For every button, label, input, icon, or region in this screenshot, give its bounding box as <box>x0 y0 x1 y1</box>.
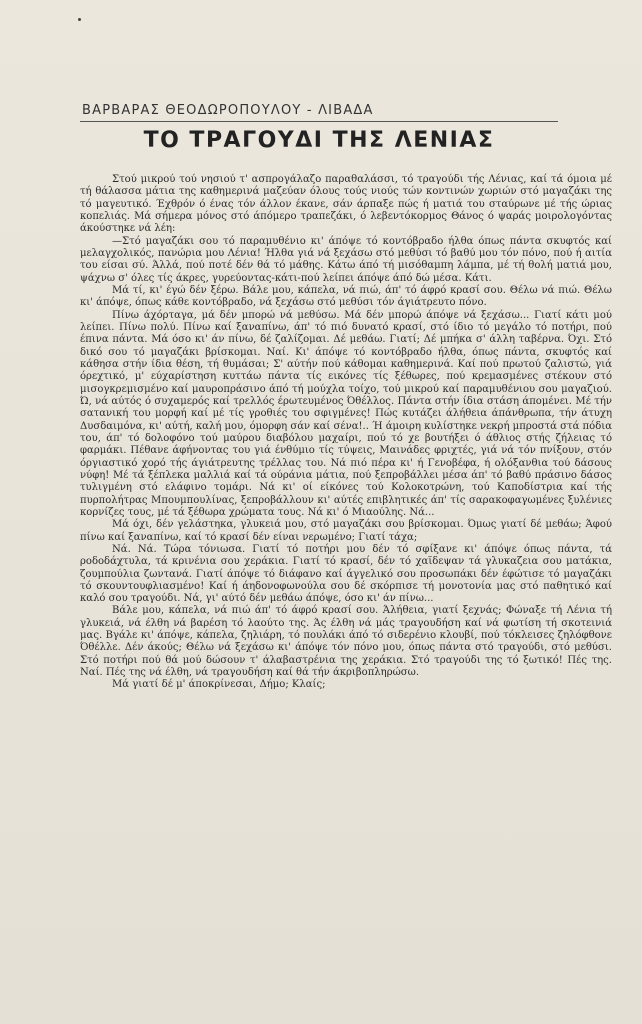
paragraph: Στού μικρού τού νησιού τ' ασπρογάλαζο παραθαλάσσι, τό τραγούδι τής Λένιας, καί τά όμοια μέ τή θάλασσα μάτια της καθημερινά μαζεύαν όλους τούς νιούς τών κοντινών χωριών στό μαγαζάκι της τό μαγευτικό. Έχθρόν ό ένας τόν άλλον έκανε, σάν άρπαξε πώς ή ματιά του σταύρωνε μέ τής ώριας κοπελιάς. Μά σήμερα μόνος στό άπόμερο τραπεζάκι, ό λεβεντόκορμος Θάνος ό ψαράς μοιρολογόντας άκούστηκε νά λέη: <box>80 174 612 235</box>
title-rule <box>80 121 558 122</box>
story-title: ΤΟ ΤΡΑΓΟΥΔΙ ΤΗΣ ΛΕΝΙΑΣ <box>143 128 495 153</box>
ink-speck <box>78 18 81 21</box>
paragraph: Μά όχι, δέν γελάστηκα, γλυκειά μου, στό μαγαζάκι σου βρίσκομαι. Όμως γιατί δέ μεθάω; Άφού πίνω καί ξαναπίνω, καί τό κρασί δέν είναι νερωμένο; Γιατί τάχα; <box>80 519 612 543</box>
paragraph: Πίνω άχόρταγα, μά δέν μπορώ νά μεθύσω. Μά δέν μπορώ άπόψε νά ξεχάσω... Γιατί κάτι μού λείπει. Πίνω πολύ. Πίνω καί ξαναπίνω, άπ' τό πιό δυνατό κρασί, στό ίδιο τό μεγάλο τό ποτήρι, πού έπινα πάντα. Μά όσο κι' άν πίνω, δέ ζαλίζομαι. Δέ μεθάω. Γιατί; Δέ μπήκα σ' άλλη ταβέρνα. Όχι. Στό δικό σου τό μαγαζάκι βρίσκομαι. Ναί. Κι' άπόψε τό κοντόβραδο ήλθα, όπως πάντα, σκυφτός καί κάθησα στήν ίδια θέση, τή θυμάσαι; Σ' αύτήν πού κάθομαι καθημερινά. Καί πού πρωτού ζαλιστώ, γιά όρεχτικό, μ' εύχαρίστηση κυττάω πάντα τίς εικόνες τίς ξέθωρες, πού κρεμασμένες στέκουν στό μισογκρεμισμένο καί μαυροπράσινο άπό τή μούχλα τοίχο, τού μικρού καί παραμυθένιου σου μαγαζιού. Ώ, νά αύτός ό συχαμερός καί τρελλός έρωτευμένος Όθέλλος. Πάντα στήν ίδια στάση άπομένει. Μέ τήν σατανική του μορφή καί μέ τίς γροθιές του σφιγμένες! Πώς κυτάζει άλήθεια άπάνθρωπα, τήν άτυχη Δυσδαιμόνα, κι' αύτή, καλή μου, όμορφη σάν καί σένα!.. Ή άμοιρη κυλίστηκε νεκρή μπροστά στά πόδια του, άπ' τό δολοφόνο τού μαύρου διαβόλου μαχαίρι, πού τό χε βουτήξει ό άθλιος στής ζήλειας τό φαρμάκι. Πέθανε άφήνοντας του γιά ένθύμιο τίς τύψεις, Μαινάδες φριχτές, γιά νά τόν πνίξουν, στόν όργιαστικό χορό τής άγιάτρευτης τρέλλας του. Νά πιό πέρα κι' ή Γενοβέφα, ή ολόξανθια τού δάσους νύφη! Μέ τά ξέπλεκα μαλλιά καί τά ούράνια μάτια, πού ξεπροβάλλει μέσα άπ' τό βαθύ πράσινο δάσος τυλιγμένη στό ελάφινο τομάρι. Νά κι' οί είκόνες τού Κολοκοτρώνη, τού Καποδίστρια καί τής πυρπολήτρας Μπουμπουλίνας, ξεπροβάλλουν κι' αύτές επιβλητικές άπ' τίς σαρακοφαγωμένες ξυλένιες κορνίζες τους, μέ τά ξέθωρα χρώματα τους. Νά κι' ό Μιαούλης. Νά... <box>80 309 612 518</box>
story-body <box>80 174 612 692</box>
paragraph: —Στό μαγαζάκι σου τό παραμυθένιο κι' άπόψε τό κοντόβραδο ήλθα όπως πάντα σκυφτός καί μελαγχολικός, πανώρια μου Λένια! Ήλθα γιά νά ξεχάσω στό μεθύσι τό βαθύ μου τόν πόνο, πού ή αιτία του είσαι σύ. Άλλά, πού ποτέ δέν θά τό μάθης. Κάτω άπό τή μισόθαμπη λάμπα, μέ τή θολή ματιά μου, ψάχνω σ' όλες τίς άκρες, γυρεύοντας-κάτι-πού λείπει άπόψε άπό δώ μέσα. Κάτι. <box>80 235 612 284</box>
paragraph: Μά τί, κι' έγώ δέν ξέρω. Βάλε μου, κάπελα, νά πιώ, άπ' τό άφρό κρασί σου. Θέλω νά πιώ. Θέλω κι' άπόψε, όπως κάθε κοντόβραδο, νά ξεχάσω στό μεθύσι τόν άγιάτρευτο πόνο. <box>80 284 612 309</box>
paragraph: Βάλε μου, κάπελα, νά πιώ άπ' τό άφρό κρασί σου. Άλήθεια, γιατί ξεχνάς; Φώναξε τή Λένια τή γλυκειά, νά έλθη νά βαρέση τό λαούτο της. Άς έλθη νά μάς τραγουδήση καί νά φωτίση τή σκοτεινιά μας. Βγάλε κι' άπόψε, κάπελα, ζηλιάρη, τό πουλάκι άπό τό σιδερένιο κλουβί, πού τόκλεισες ζηλόφθονε Όθέλλε. Δέν άκούς; Θέλω νά ξεχάσω κι' άπόψε τόν πόνο μου, όπως πάντα στό τραγούδι, στό μεθύσι. Στό ποτήρι πού θά μού δώσουν τ' άλαβαστρένια της χεράκια. Στό τραγούδι της τό ξωτικό! Πές της. Ναί. Πές της νά έλθη, νά τραγουδήση καί θά τήν άκριβοπληρώσω. <box>80 605 612 679</box>
paragraph: Μά γιατί δέ μ' άποκρίνεσαι, Δήμο; Κλαίς; <box>112 679 326 691</box>
author-name: ΒΑΡΒΑΡΑΣ ΘΕΟΔΩΡΟΠΟΥΛΟΥ - ΛΙΒΑΔΑ <box>82 103 374 118</box>
paragraph: Νά. Νά. Τώρα τόνιωσα. Γιατί τό ποτήρι μου δέν τό σφίξανε κι' άπόψε όπως πάντα, τά ροδοδάχτυλα, τά κρινένια σου χεράκια. Γιατί τό κρασί, δέν τό χαϊδεψαν τά γλυκαζεια σου ματάκια, ζουμπούλια ζωντανά. Γιατί άπόψε τό διάφανο καί άγγελικό σου προσωπάκι δέν έφώτισε τό μαγαζάκι τό σκουντουφλιασμένο! Καί ή άηδονοφωνούλα σου δέ σκόρπισε τή μονοτονία μας στό παθητικό καί καλό σου τραγούδι. Νά, γι' αύτό δέν μεθάω άπόψε, όσο κι' άν πίνω... <box>80 543 612 605</box>
